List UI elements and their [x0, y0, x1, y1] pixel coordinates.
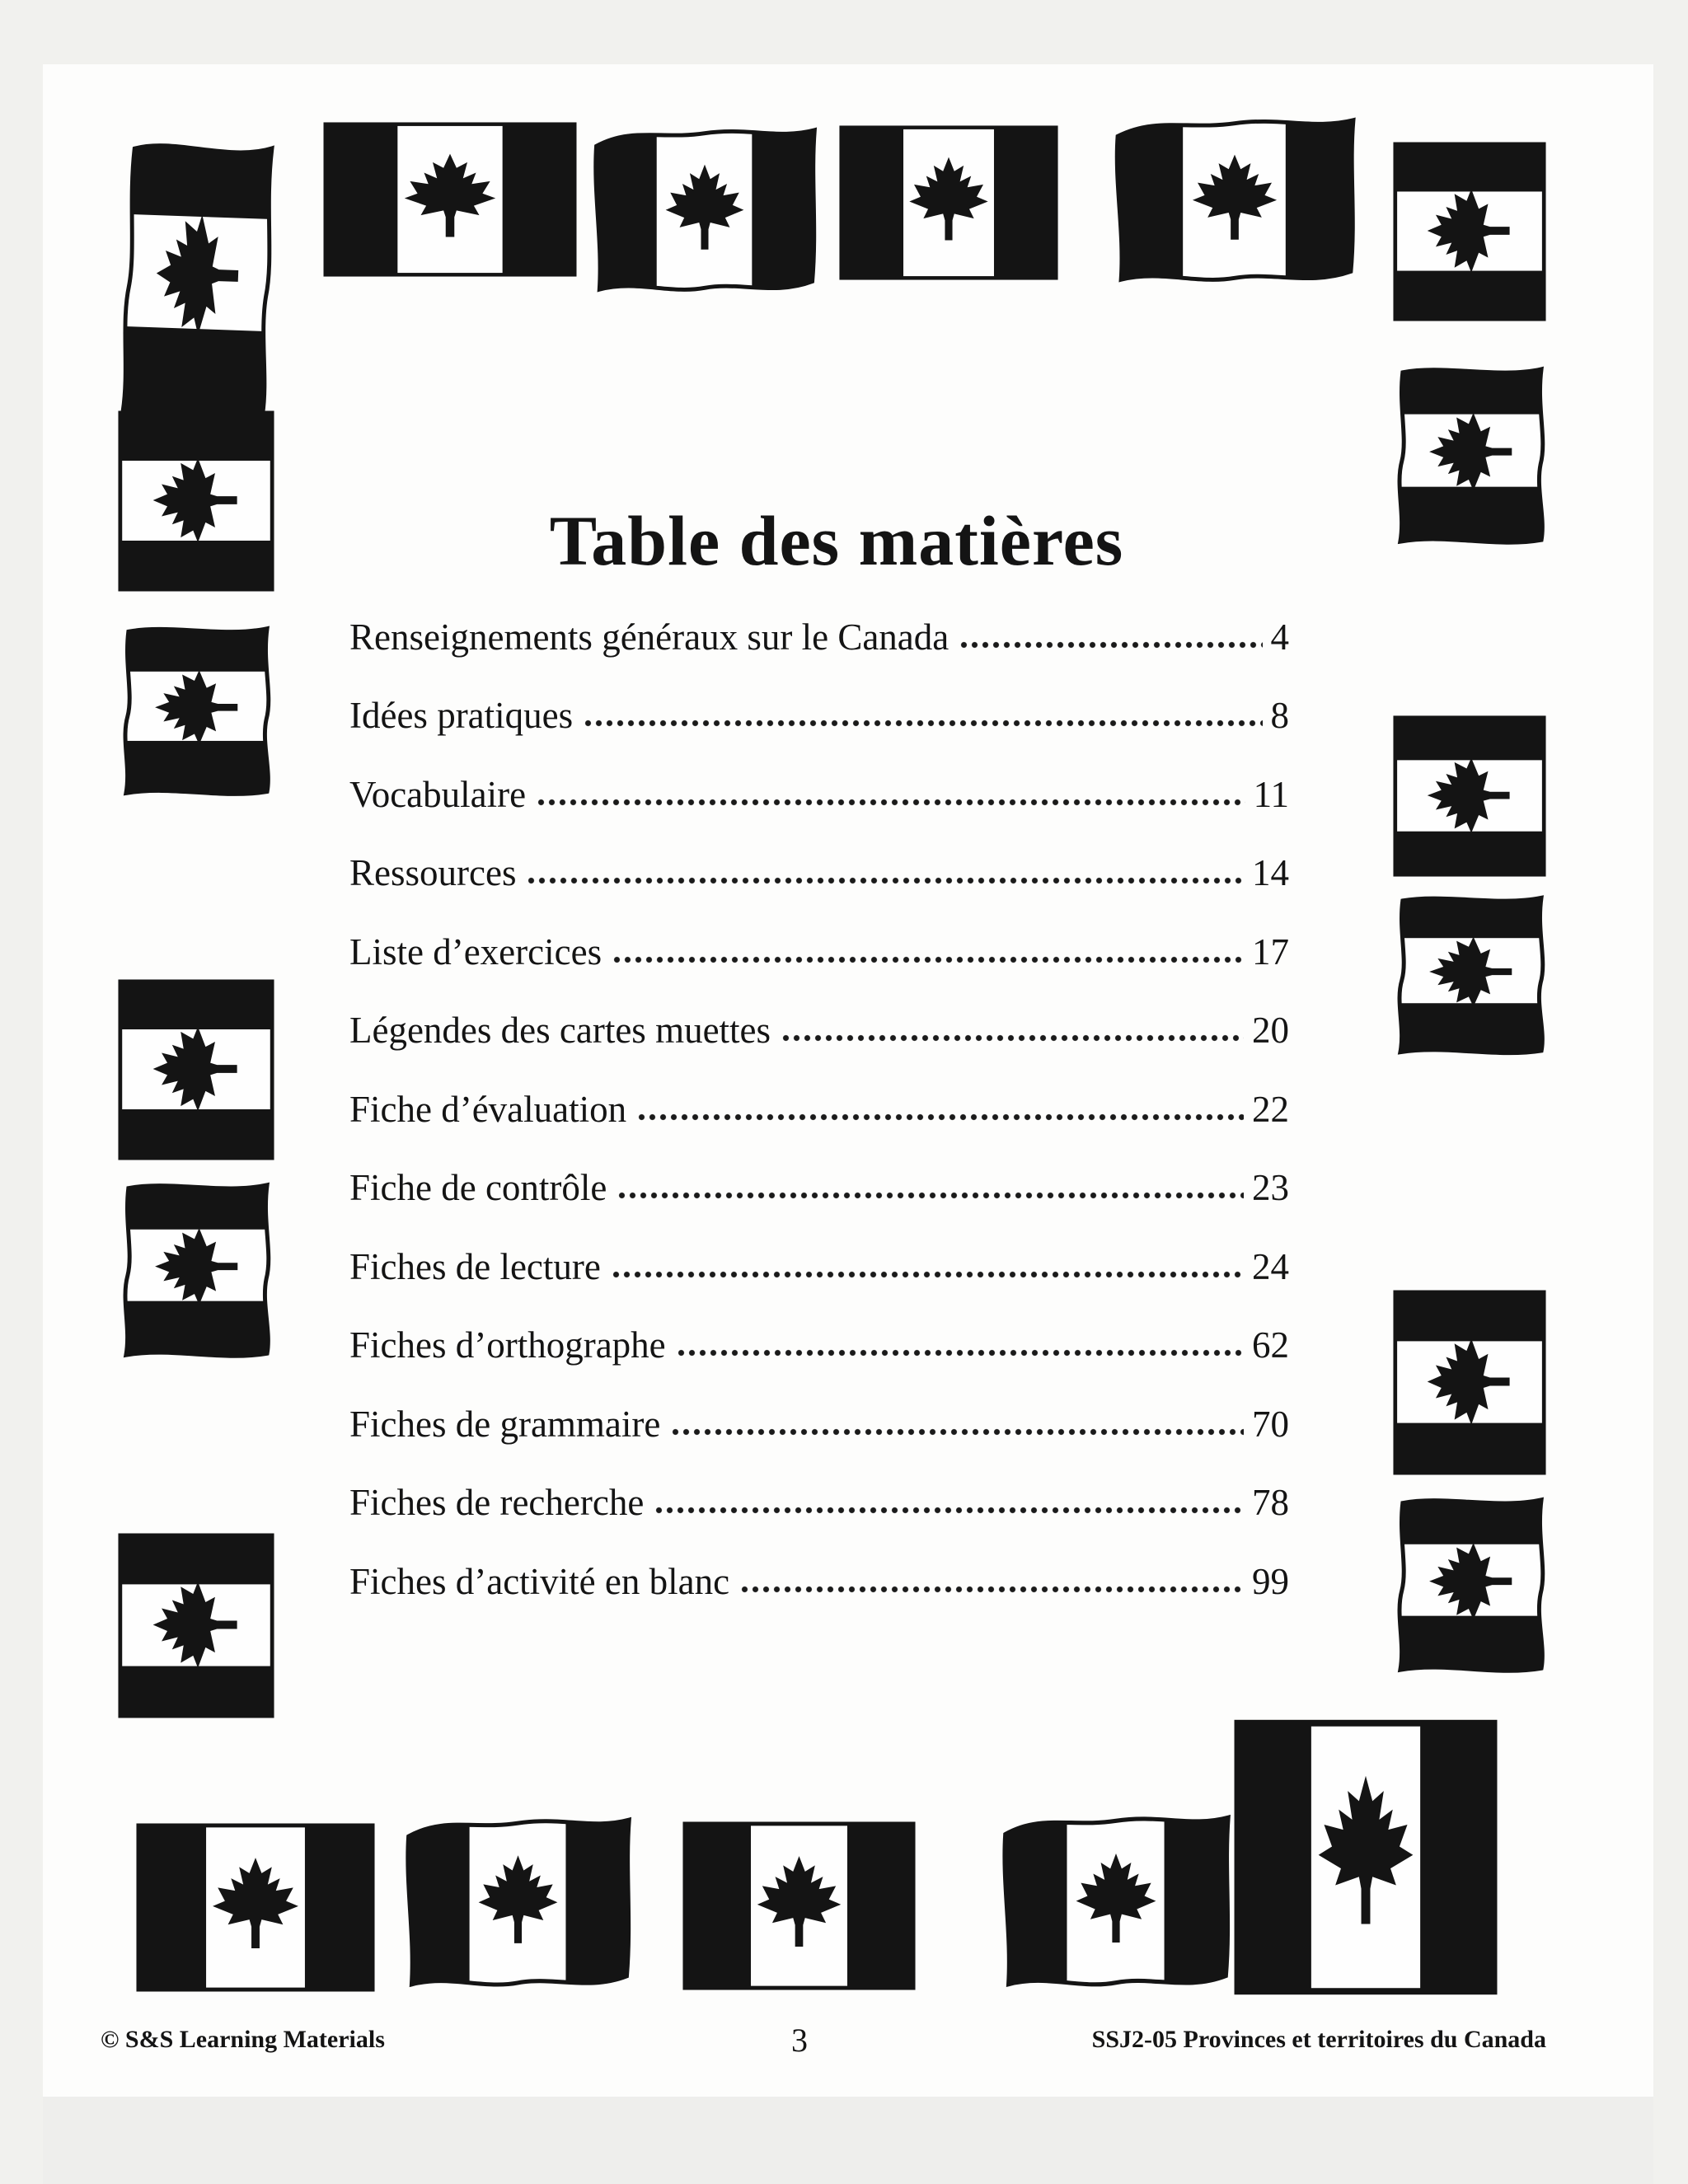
- toc-row: [349, 892, 1289, 971]
- canada-flag-icon: [1393, 715, 1546, 877]
- page-title: Table des matières: [549, 500, 1124, 580]
- toc-row: [349, 734, 1289, 813]
- toc-dot-leader: [739, 1584, 1244, 1595]
- toc-row: [349, 1286, 1289, 1365]
- canada-flag-icon: [1393, 142, 1546, 321]
- toc-dot-leader: [611, 1269, 1244, 1280]
- toc-row: [349, 1364, 1289, 1443]
- toc-dot-leader: [676, 1347, 1244, 1358]
- toc-row: [349, 1521, 1289, 1601]
- scan-edge-right: [1653, 0, 1688, 2184]
- toc-row: [349, 1049, 1289, 1128]
- canada-flag-icon: [1388, 1493, 1551, 1676]
- toc-entry-label: Fiches d’activité en blanc: [349, 1560, 730, 1602]
- scan-edge-left: [0, 0, 43, 2184]
- toc-page-number: 99: [1252, 1560, 1289, 1602]
- toc-row: [349, 813, 1289, 893]
- toc-entry-label: Fiches de lecture: [349, 1245, 601, 1287]
- toc-page-number: 70: [1252, 1403, 1289, 1445]
- toc-entry-label: Fiche d’évaluation: [349, 1088, 627, 1130]
- canada-flag-icon: [118, 1533, 274, 1718]
- toc-entry-label: Légendes des cartes muettes: [349, 1010, 771, 1051]
- toc-dot-leader: [617, 1190, 1244, 1201]
- canada-flag-icon: [118, 410, 274, 592]
- canada-flag-icon: [114, 622, 277, 799]
- toc-entry-label: Fiches de grammaire: [349, 1403, 661, 1445]
- toc-page-number: 22: [1252, 1088, 1289, 1130]
- toc-dot-leader: [670, 1427, 1244, 1437]
- toc-page-number: 14: [1252, 852, 1289, 893]
- toc-page-number: 8: [1270, 695, 1289, 736]
- canada-flag-icon: [118, 979, 274, 1160]
- canada-flag-icon: [1388, 363, 1551, 548]
- canada-flag-icon: [1388, 892, 1551, 1058]
- canada-flag-icon: [1234, 1719, 1498, 1995]
- toc-row: [349, 971, 1289, 1050]
- page-number: 3: [791, 2022, 808, 2059]
- toc-entry-label: Idées pratiques: [349, 695, 574, 736]
- toc-page-number: 78: [1252, 1482, 1289, 1523]
- canada-flag-icon: [401, 1811, 635, 1994]
- canada-flag-icon: [323, 122, 577, 277]
- canada-flag-icon: [114, 1179, 277, 1361]
- canada-flag-icon: [997, 1809, 1235, 1994]
- canada-flag-icon: [682, 1821, 916, 1990]
- toc-dot-leader: [536, 797, 1245, 808]
- toc-page-number: 23: [1252, 1167, 1289, 1208]
- canada-flag-icon: [839, 125, 1058, 280]
- toc-page-number: 20: [1252, 1010, 1289, 1051]
- document-code-text: SSJ2-05 Provinces et territoires du Canada: [1091, 2026, 1546, 2053]
- toc-dot-leader: [781, 1033, 1244, 1043]
- toc-page-number: 62: [1252, 1324, 1289, 1366]
- toc-dot-leader: [959, 640, 1262, 650]
- toc-dot-leader: [636, 1112, 1244, 1122]
- scan-edge-top: [0, 0, 1688, 64]
- toc-dot-leader: [583, 718, 1262, 729]
- toc-page-number: 17: [1252, 930, 1289, 972]
- toc-dot-leader: [654, 1505, 1244, 1516]
- canada-flag-icon: [136, 1823, 375, 1992]
- toc-entry-label: Renseignements généraux sur le Canada: [349, 616, 950, 658]
- scan-edge-bottom: [0, 2097, 1688, 2184]
- toc-page-number: 11: [1253, 773, 1289, 815]
- canada-flag-icon: [1109, 112, 1360, 289]
- toc-dot-leader: [526, 875, 1244, 886]
- toc-row: [349, 577, 1289, 656]
- toc-row: [349, 656, 1289, 735]
- table-of-contents: [349, 577, 1289, 1601]
- toc-entry-label: Fiches d’orthographe: [349, 1324, 666, 1366]
- toc-dot-leader: [612, 954, 1244, 965]
- toc-entry-label: Fiches de recherche: [349, 1482, 645, 1523]
- toc-row: [349, 1128, 1289, 1207]
- canada-flag-icon: [110, 134, 282, 427]
- toc-entry-label: Vocabulaire: [349, 773, 527, 815]
- toc-entry-label: Ressources: [349, 852, 517, 893]
- toc-page-number: 24: [1252, 1245, 1289, 1287]
- page-footer: [0, 2021, 1688, 2070]
- toc-page-number: 4: [1270, 616, 1289, 658]
- canada-flag-icon: [588, 122, 821, 299]
- toc-row: [349, 1443, 1289, 1522]
- copyright-text: © S&S Learning Materials: [101, 2026, 385, 2053]
- canada-flag-icon: [1393, 1290, 1546, 1475]
- toc-entry-label: Liste d’exercices: [349, 930, 603, 972]
- toc-row: [349, 1207, 1289, 1286]
- toc-entry-label: Fiche de contrôle: [349, 1167, 607, 1208]
